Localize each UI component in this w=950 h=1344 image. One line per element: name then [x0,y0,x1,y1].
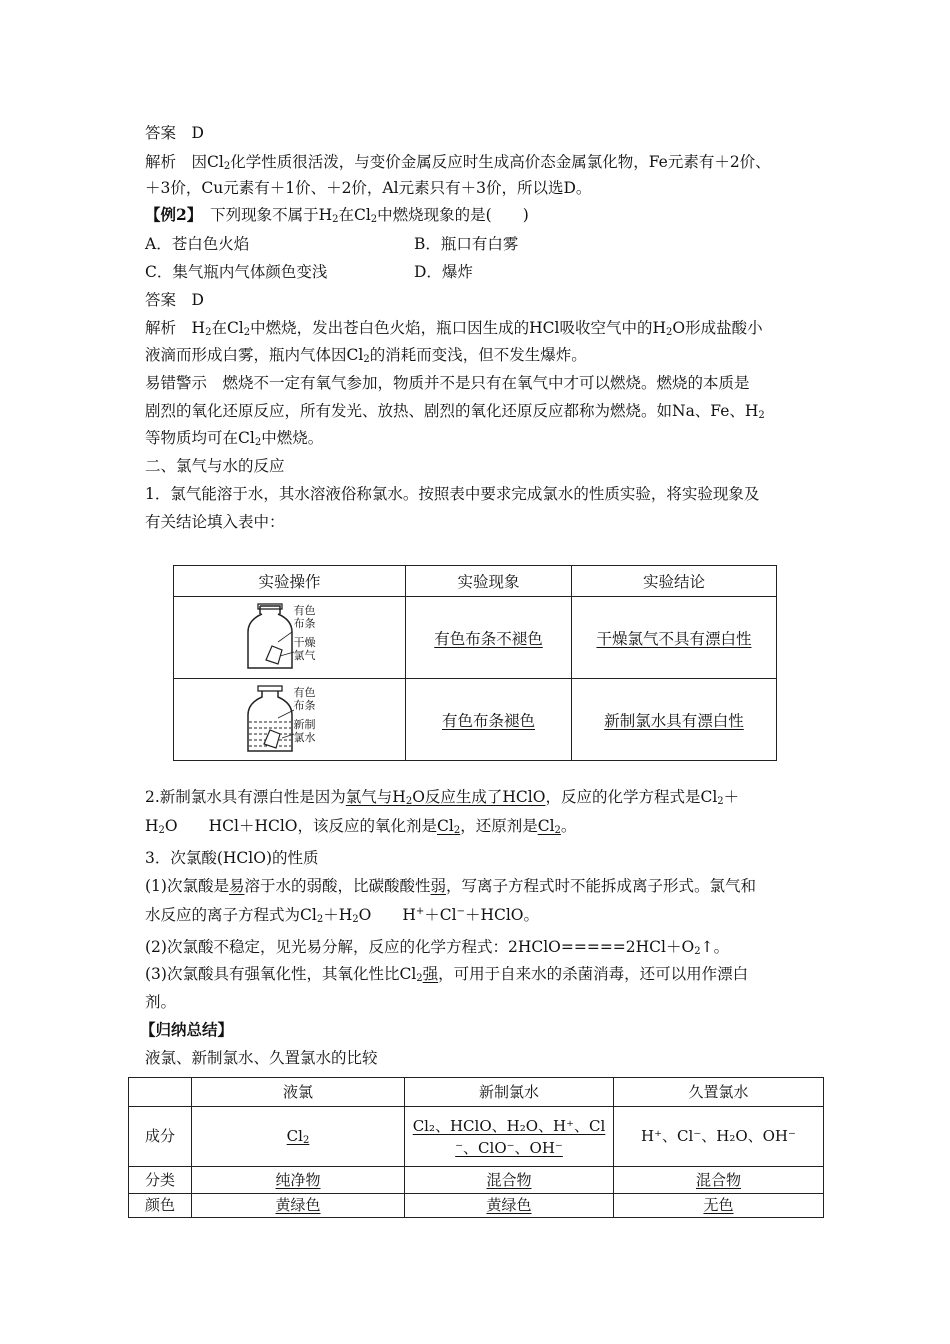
item-3-p1: (1)次氯酸是易溶于水的弱酸，比碳酸酸性弱，写离子方程式时不能拆成离子形式。氯气和 [145,877,757,895]
item-2-line-1: 2.新制氯水具有漂白性是因为氯气与$H_2O$反应生成了HClO，反应的化学方程式是$Cl_2+$ [145,788,740,807]
table-row [174,597,777,679]
warning-line-1: 易错警示 燃烧不一定有氧气参加，物质并不是只有在氧气中才可以燃烧。燃烧的本质是 [145,374,750,392]
warning-line-3: 等物质均可在$Cl_2$中燃烧。 [145,429,324,448]
item-2-line-2: $H_2O$ HCl＋HClO，该反应的氧化剂是$Cl_2$，还原剂是$Cl_2$。 [145,817,577,836]
analysis-2-line-2: 液滴而形成白雾，瓶内气体因$Cl_2$的消耗而变浅，但不发生爆炸。 [145,346,587,365]
item-3-p2: 水反应的离子方程式为$Cl_2+H_2O$ H+＋Cl−＋HClO。 [145,906,539,925]
experiment-table [173,565,777,761]
comparison-table [128,1077,824,1218]
gas-jar-icon [230,602,350,674]
cell-value: 混合物 [405,1167,614,1194]
table-row [129,1167,824,1194]
analysis-2-line-1: 解析 $H_2$在$Cl_2$中燃烧，发出苍白色火焰，瓶口因生成的HCl吸收空气中的$H_2O$形成盐酸小 [145,319,763,338]
table-row [129,1107,824,1167]
phenomenon-cell: 有色布条不褪色 [406,597,572,679]
option-d: D．爆炸 [414,263,473,281]
answer-1: 答案 D [145,124,204,142]
item-3-p3: (2)次氯酸不稳定，见光易分解，反应的化学方程式：$2HClO=====2HCl+O_2↑$。 [145,938,730,957]
gas-jar-icon [230,684,350,756]
conclusion-cell: 干燥氯气不具有漂白性 [572,597,777,679]
header-empty [129,1078,192,1107]
item-1-line-2: 有关结论填入表中： [145,513,285,531]
item-3-title: 3．次氯酸(HClO)的性质 [145,849,319,867]
answer-2: 答案 D [145,291,204,309]
cell-value: $Cl_2$ [192,1107,405,1167]
header-operation: 实验操作 [174,566,406,597]
option-c: C．集气瓶内气体颜色变浅 [145,263,328,281]
summary-title: 【归纳总结】 [140,1020,234,1039]
cell-value: H⁺、Cl⁻、H₂O、OH⁻ [614,1107,824,1167]
cell-value: 黄绿色 [192,1194,405,1218]
table-row [174,679,777,761]
header-conclusion: 实验结论 [572,566,777,597]
header-aged-chlorine-water: 久置氯水 [614,1078,824,1107]
row-label: 分类 [129,1167,192,1194]
item-3-p4: (3)次氯酸具有强氧化性，其氧化性比$Cl_2$强，可用于自来水的杀菌消毒，还可以用作漂白 [145,965,749,984]
table-header-row [174,566,777,597]
jar-dry-chlorine: 有色 布条 干燥 氯气 [174,597,406,679]
row-label: 成分 [129,1107,192,1167]
cell-value: 纯净物 [192,1167,405,1194]
row-label: 颜色 [129,1194,192,1218]
analysis-1-line-2: ＋3价，Cu元素有＋1价、＋2价，Al元素只有＋3价，所以选D。 [145,179,592,197]
table-row [129,1194,824,1218]
header-phenomenon: 实验现象 [406,566,572,597]
cell-value: 黄绿色 [405,1194,614,1218]
cell-value: 混合物 [614,1167,824,1194]
section-2-title: 二、氯气与水的反应 [145,457,285,475]
phenomenon-cell: 有色布条褪色 [406,679,572,761]
item-3-p5: 剂。 [145,993,177,1011]
summary-subtitle: 液氯、新制氯水、久置氯水的比较 [145,1049,378,1067]
cell-value: 无色 [614,1194,824,1218]
header-liquid-chlorine: 液氯 [192,1078,405,1107]
option-a: A．苍白色火焰 [145,235,250,253]
item-1-line-1: 1．氯气能溶于水，其水溶液俗称氯水。按照表中要求完成氯水的性质实验，将实验现象及 [145,485,760,503]
option-b: B．瓶口有白雾 [414,235,519,253]
table-header-row [129,1078,824,1107]
header-fresh-chlorine-water: 新制氯水 [405,1078,614,1107]
warning-line-2: 剧烈的氧化还原反应，所有发光、放热、剧烈的氧化还原反应都称为燃烧。如Na、Fe、$H_2$ [145,402,765,421]
example-2-question: 【例2】 下列现象不属于$H_2$在$Cl_2$中燃烧现象的是( ) [145,205,529,225]
jar-fresh-chlorine-water: 有色 布条 新制 氯水 [174,679,406,761]
analysis-1-line-1: 解析 因$Cl_2$化学性质很活泼，与变价金属反应时生成高价态金属氯化物，Fe元素有＋2价、 [145,153,771,172]
conclusion-cell: 新制氯水具有漂白性 [572,679,777,761]
cell-value: Cl₂、HClO、H₂O、H⁺、Cl ⁻、ClO⁻、OH⁻ [405,1107,614,1167]
